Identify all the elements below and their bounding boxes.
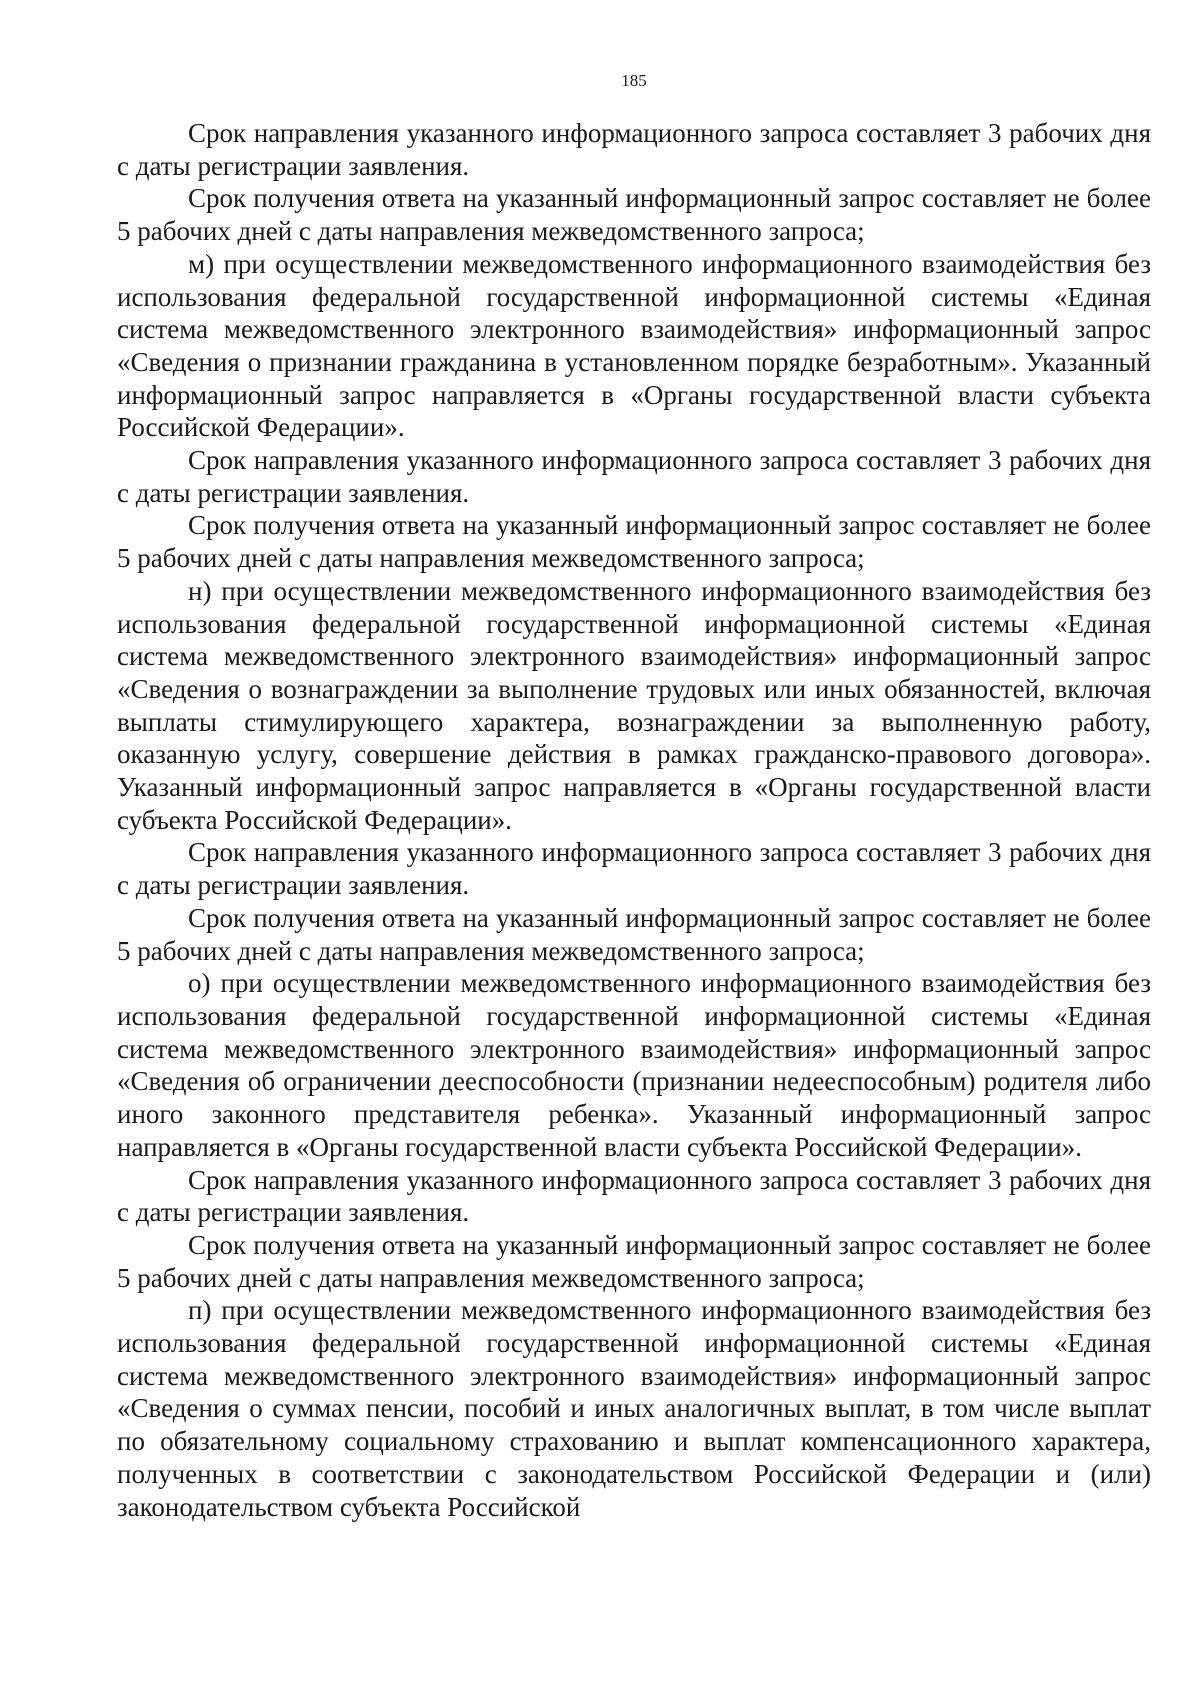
paragraph-item-o: о) при осуществлении межведомственного информационного взаимодействия без использования федеральной государственной информационной системы «Единая система межведомственного электронного взаимодействия» информационный запрос «Сведения об ограничении дееспособности (признании недееспособным) родителя либо иного законного представителя ребенка». Указанный информационный запрос направляется в «Органы государственной власти субъекта Российской Федерации». [117,968,1151,1162]
paragraph: Срок получения ответа на указанный информационный запрос составляет не более 5 рабочих дней с даты направления межведомственного запроса; [117,183,1151,247]
paragraph: Срок направления указанного информационного запроса составляет 3 рабочих дня с даты регистрации заявления. [117,1164,1151,1228]
document-body [117,117,1151,1523]
paragraph: Срок получения ответа на указанный информационный запрос составляет не более 5 рабочих дней с даты направления межведомственного запроса; [117,510,1151,574]
paragraph: Срок направления указанного информационного запроса составляет 3 рабочих дня с даты регистрации заявления. [117,118,1151,181]
paragraph: Срок направления указанного информационного запроса составляет 3 рабочих дня с даты регистрации заявления. [117,445,1151,508]
page-number: 185 [621,71,647,90]
paragraph-item-p: п) при осуществлении межведомственного информационного взаимодействия без использования федеральной государственной информационной системы «Единая система межведомственного электронного взаимодействия» информационный запрос «Сведения о суммах пенсии, пособий и иных аналогичных выплат, в том числе выплат по обязательному социальному страхованию и выплат компенсационного характера, полученных в соответствии с законодательством Российской Федерации и (или) законодательством субъекта Российской [117,1295,1151,1522]
paragraph: Срок получения ответа на указанный информационный запрос составляет не более 5 рабочих дней с даты направления межведомственного запроса; [117,1229,1151,1293]
paragraph-item-n: н) при осуществлении межведомственного информационного взаимодействия без использования федеральной государственной информационной системы «Единая система межведомственного электронного взаимодействия» информационный запрос «Сведения о вознаграждении за выполнение трудовых или иных обязанностей, включая выплаты стимулирующего характера, вознаграждении за выполненную работу, оказанную услугу, совершение действия в рамках гражданско-правового договора». Указанный информационный запрос направляется в «Органы государственной власти субъекта Российской Федерации». [117,575,1151,835]
paragraph-item-m: м) при осуществлении межведомственного информационного взаимодействия без использования федеральной государственной информационной системы «Единая система межведомственного электронного взаимодействия» информационный запрос «Сведения о признании гражданина в установленном порядке безработным». Указанный информационный запрос направляется в «Органы государственной власти субъекта Российской Федерации». [117,248,1151,443]
paragraph: Срок направления указанного информационного запроса составляет 3 рабочих дня с даты регистрации заявления. [117,837,1151,901]
paragraph: Срок получения ответа на указанный информационный запрос составляет не более 5 рабочих дней с даты направления межведомственного запроса; [117,902,1151,966]
